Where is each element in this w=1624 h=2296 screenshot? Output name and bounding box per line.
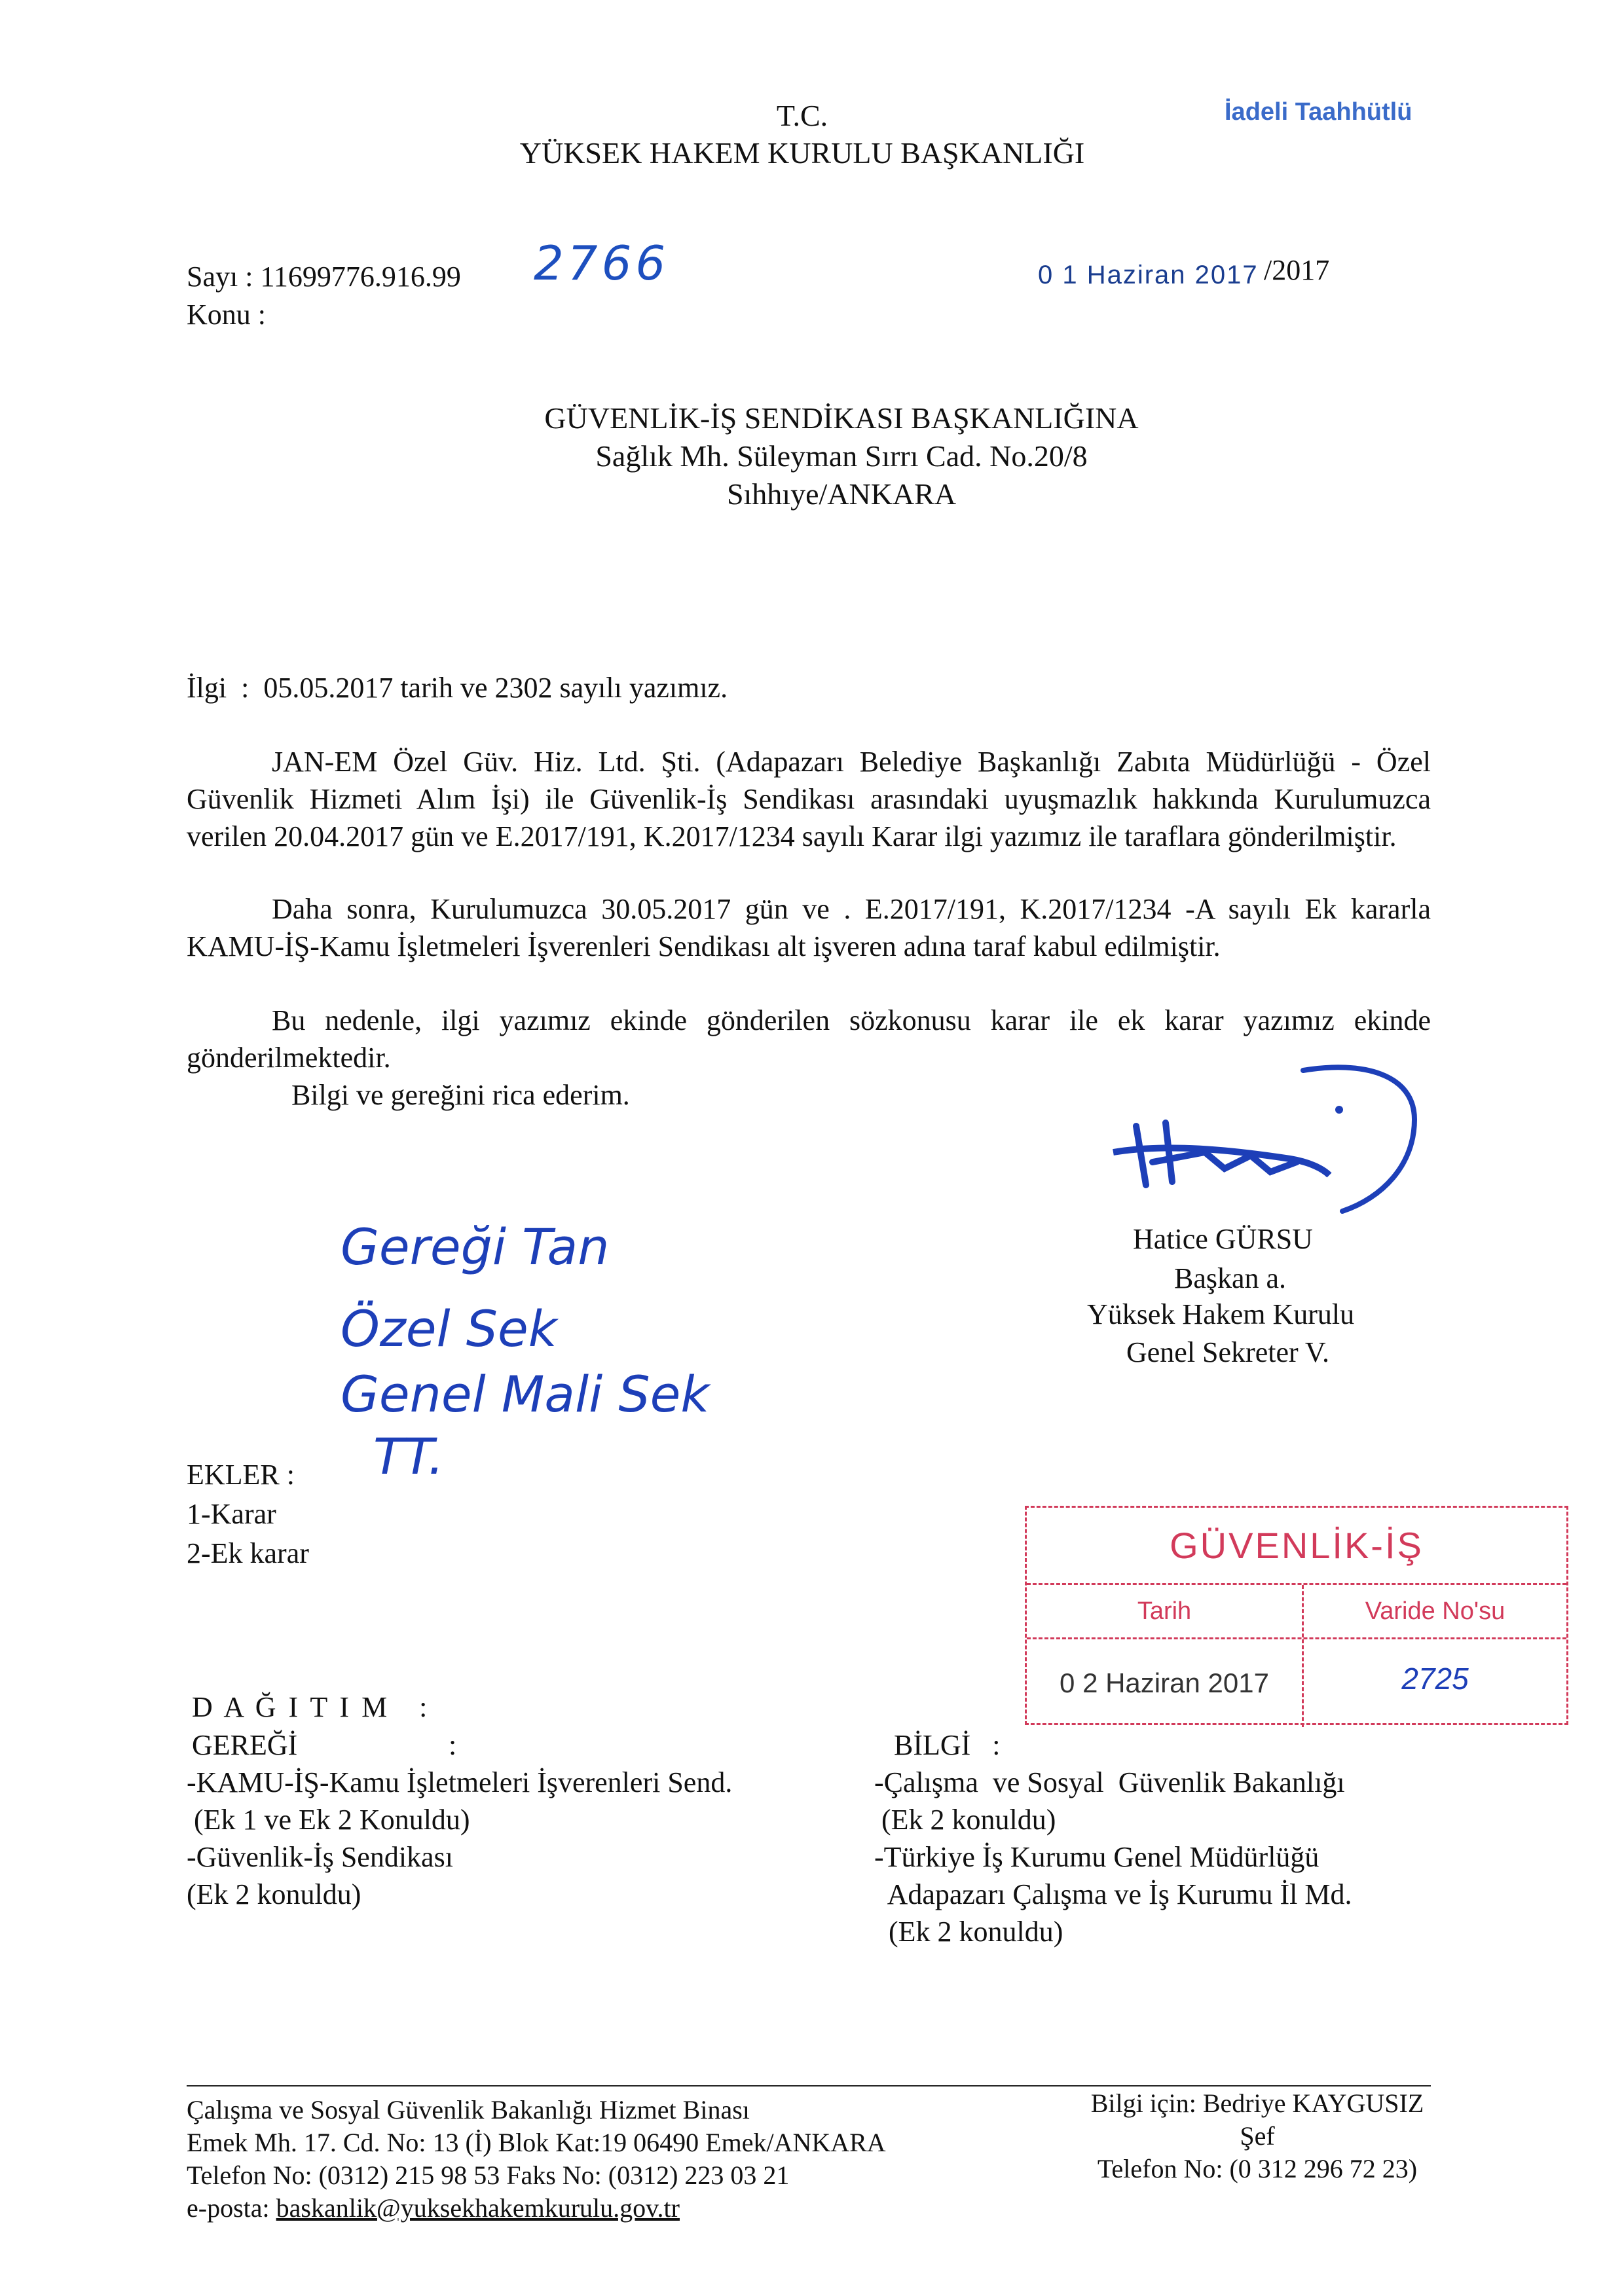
paragraph-3: Bu nedenle, ilgi yazımız ekinde gönderilen sözkonusu karar ile ek karar yazımız ekinde gönderilmektedir. xyxy=(187,1004,1431,1074)
receipt-stamp-col-number: Varide No'su xyxy=(1302,1585,1566,1637)
recipient-line3: Sıhhıye/ANKARA xyxy=(726,477,957,511)
ekler-label: EKLER : xyxy=(187,1459,295,1491)
bilgi-label: BİLGİ : xyxy=(894,1729,1001,1761)
signature-scribble xyxy=(1074,1048,1441,1244)
footer-right-2: Şef xyxy=(1240,2121,1275,2151)
handwritten-note-3: Genel Mali Sek xyxy=(341,1365,710,1423)
geregi-colon: : xyxy=(449,1729,457,1761)
institution-title: YÜKSEK HAKEM KURULU BAŞKANLIĞI xyxy=(519,136,1085,170)
ekler-item-2: 2-Ek karar xyxy=(187,1537,309,1569)
sayi-handwritten-number: 2766 xyxy=(534,236,670,291)
signer-title2: Yüksek Hakem Kurulu xyxy=(1087,1298,1355,1330)
footer-left-2: Emek Mh. 17. Cd. No: 13 (İ) Blok Kat:19 06490 Emek/ANKARA xyxy=(187,2128,886,2157)
receipt-stamp-date: 0 2 Haziran 2017 xyxy=(1060,1667,1269,1698)
ilgi-line: İlgi : 05.05.2017 tarih ve 2302 sayılı yazımız. xyxy=(187,672,728,704)
sayi-line xyxy=(187,259,461,295)
signer-title1: Başkan a. xyxy=(1174,1262,1287,1294)
paragraph-2: Daha sonra, Kurulumuzca 30.05.2017 gün ve . E.2017/191, K.2017/1234 -A sayılı Ek kararla KAMU-İŞ-Kamu İşletmeleri İşverenleri Sendikası alt işveren adına taraf kabul edilmiştir. xyxy=(187,893,1431,962)
receipt-stamp-col-date: Tarih xyxy=(1137,1597,1192,1625)
footer-right-1: Bilgi için: Bedriye KAYGUSIZ xyxy=(1090,2088,1424,2118)
signer-title3: Genel Sekreter V. xyxy=(1126,1336,1329,1368)
handwritten-note-1: Gereği Tan xyxy=(341,1218,610,1276)
distribution-label: D A Ğ I T I M : xyxy=(192,1691,430,1723)
signer-name: Hatice GÜRSU xyxy=(1133,1223,1313,1255)
handwritten-note-4: TT. xyxy=(373,1427,444,1485)
footer-left-3: Telefon No: (0312) 215 98 53 Faks No: (0312) 223 03 21 xyxy=(187,2160,790,2190)
sayi-label: Sayı xyxy=(187,261,238,293)
handwritten-note-2: Özel Sek xyxy=(341,1300,557,1358)
footer-email-label: e-posta: xyxy=(187,2193,276,2223)
date-printed: /2017 xyxy=(1264,254,1330,286)
bilgi-item-3: -Türkiye İş Kurumu Genel Müdürlüğü xyxy=(874,1841,1320,1873)
bilgi-item-5: (Ek 2 konuldu) xyxy=(874,1916,1063,1948)
registered-mail-stamp: İadeli Taahhütlü xyxy=(1225,98,1412,126)
footer-right-3: Telefon No: (0 312 296 72 23) xyxy=(1097,2154,1418,2183)
geregi-item-4: (Ek 2 konuldu) xyxy=(187,1878,361,1910)
receipt-stamp xyxy=(1025,1506,1568,1725)
geregi-item-2: (Ek 1 ve Ek 2 Konuldu) xyxy=(187,1804,470,1836)
geregi-label: GEREĞİ xyxy=(192,1729,298,1761)
sayi-value: : 11699776.916.99 xyxy=(245,261,461,293)
paragraph-4: Bilgi ve gereğini rica ederim. xyxy=(291,1079,630,1111)
geregi-item-3: -Güvenlik-İş Sendikası xyxy=(187,1841,453,1873)
recipient-line2: Sağlık Mh. Süleyman Sırrı Cad. No.20/8 xyxy=(595,439,1088,473)
paragraph-1: JAN-EM Özel Güv. Hiz. Ltd. Şti. (Adapazarı Belediye Başkanlığı Zabıta Müdürlüğü - Özel Güvenlik Hizmeti Alım İşi) ile Güvenlik-İş Sendikası arasındaki uyuşmazlık hakkında Kurulumuzca verilen 20.04.2017 gün ve E.2017/191, K.2017/1234 sayılı Karar ilgi yazımız ile taraflara gönderilmiştir. xyxy=(187,746,1431,852)
footer-email-link[interactable]: baskanlik@yuksekhakemkurulu.gov.tr xyxy=(276,2193,680,2223)
bilgi-item-4: Adapazarı Çalışma ve İş Kurumu İl Md. xyxy=(874,1878,1352,1910)
footer-left-1: Çalışma ve Sosyal Güvenlik Bakanlığı Hizmet Binası xyxy=(187,2095,750,2124)
bilgi-item-2: (Ek 2 konuldu) xyxy=(874,1804,1056,1836)
geregi-item-1: -KAMU-İŞ-Kamu İşletmeleri İşverenleri Send. xyxy=(187,1766,733,1798)
footer-email-line xyxy=(187,2192,680,2225)
receipt-stamp-number: 2725 xyxy=(1302,1639,1566,1727)
footer-rule xyxy=(187,2085,1431,2086)
recipient-line1: GÜVENLİK-İŞ SENDİKASI BAŞKANLIĞINA xyxy=(544,401,1139,435)
header-tc: T.C. xyxy=(776,99,828,132)
konu-label: Konu : xyxy=(187,299,266,331)
receipt-stamp-title: GÜVENLİK-İŞ xyxy=(1170,1525,1424,1566)
bilgi-item-1: -Çalışma ve Sosyal Güvenlik Bakanlığı xyxy=(874,1766,1345,1798)
date-stamp: 0 1 Haziran 2017 xyxy=(1038,261,1259,289)
ekler-item-1: 1-Karar xyxy=(187,1498,276,1530)
